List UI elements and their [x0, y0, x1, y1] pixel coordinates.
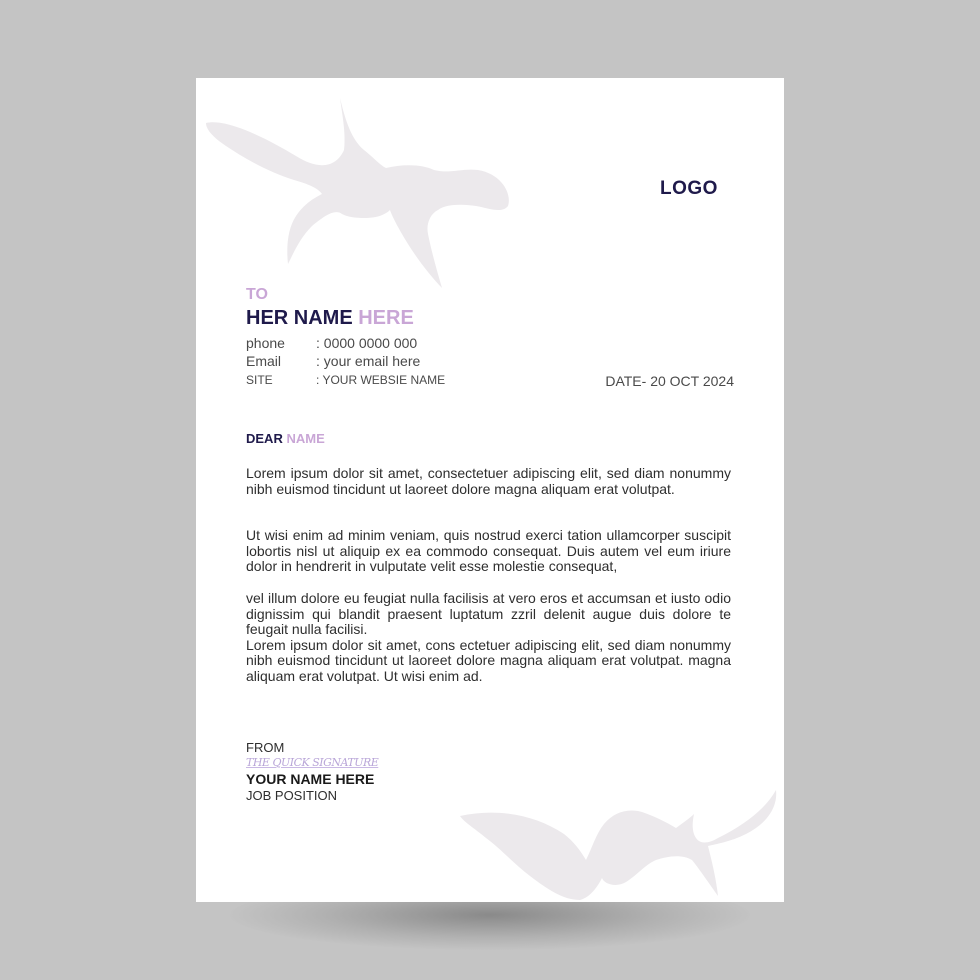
- contact-row-phone: [246, 335, 417, 351]
- leaf-decoration-top: [196, 78, 526, 308]
- contact-row-site: [246, 373, 445, 387]
- recipient-name: [246, 307, 414, 330]
- body-paragraph: Lorem ipsum dolor sit amet, consectetuer adipiscing elit, sed diam nonummy nibh euismod tincidunt ut laoreet dolore magna aliquam erat volutpat.: [246, 465, 731, 497]
- job-position: JOB POSITION: [246, 788, 338, 803]
- contact-label: Email: [246, 353, 282, 369]
- signature: THE QUICK SIGNATURE: [246, 756, 379, 769]
- contact-label: phone: [246, 335, 285, 351]
- contact-row-email: [246, 353, 420, 369]
- leaf-shape: [206, 98, 509, 288]
- logo: LOGO: [660, 178, 718, 199]
- letterhead-page: [196, 78, 784, 902]
- recipient-name-main: HER NAME: [246, 307, 353, 329]
- body-paragraph: vel illum dolore eu feugiat nulla facilisis at vero eros et accumsan et iusto odio dignissim qui blandit praesent luptatum zzril delenit augue duis dolore te feugait nulla facilisi. Lorem ipsum dolor sit amet, cons ectetuer adipiscing elit, sed diam nonummy nibh euismod tincidunt ut laoreet dolore magna aliquam erat volutpat. magna aliquam erat volutpat. Ut wisi enim ad.: [246, 590, 731, 684]
- to-label: TO: [246, 286, 268, 303]
- greeting-accent: NAME: [286, 431, 325, 446]
- contact-label: SITE: [246, 373, 273, 387]
- contact-value: : YOUR WEBSIE NAME: [316, 373, 446, 387]
- letter-date: DATE- 20 OCT 2024: [605, 373, 734, 389]
- greeting: [246, 431, 325, 446]
- from-label: FROM: [246, 740, 285, 755]
- contact-value: : 0000 0000 000: [316, 335, 418, 351]
- leaf-shape: [460, 790, 776, 900]
- recipient-name-accent: HERE: [358, 307, 414, 329]
- leaf-decoration-bottom: [456, 778, 784, 902]
- contact-value: : your email here: [316, 353, 421, 369]
- greeting-main: DEAR: [246, 431, 283, 446]
- body-paragraph: Ut wisi enim ad minim veniam, quis nostrud exerci tation ullamcorper suscipit lobortis nisl ut aliquip ex ea commodo consequat. Duis autem vel eum iriure dolor in hendrerit in vulputate velit esse molestie consequat,: [246, 527, 731, 575]
- sender-name: YOUR NAME HERE: [246, 771, 375, 787]
